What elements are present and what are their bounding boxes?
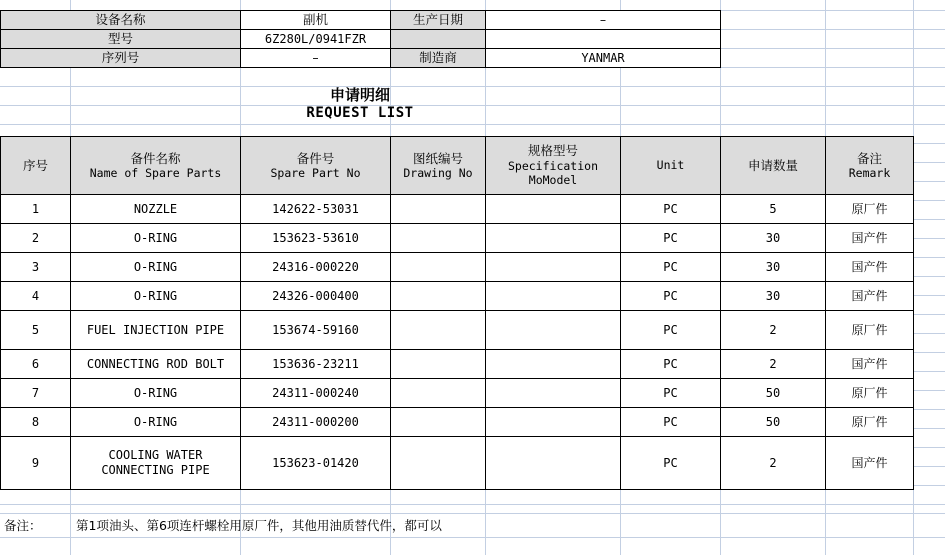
request-list-body [1,195,914,490]
cell-index[interactable]: 5 [1,311,71,350]
cell-index[interactable]: 4 [1,282,71,311]
cell-index[interactable]: 9 [1,437,71,490]
cell-specification[interactable] [486,224,621,253]
cell-specification[interactable] [486,437,621,490]
column-header-part-name [71,137,241,195]
cell-quantity[interactable]: 5 [721,195,826,224]
column-header-part-no [241,137,391,195]
column-header-specification-cn: 规格型号 [527,143,578,159]
cell-drawing-no[interactable] [391,253,486,282]
column-header-part-name-en: Name of Spare Parts [89,166,222,181]
info-value-serial-number[interactable]: – [241,49,391,68]
cell-unit[interactable]: PC [621,379,721,408]
cell-part-no[interactable]: 24311-000240 [241,379,391,408]
column-header-specification-en: Specification [507,158,598,173]
cell-unit[interactable]: PC [621,311,721,350]
cell-specification[interactable] [486,195,621,224]
info-value-equipment-name[interactable]: 副机 [241,11,391,30]
footer-note [0,513,913,537]
table-row [1,11,721,30]
cell-specification[interactable] [486,282,621,311]
column-header-index [1,137,71,195]
cell-specification[interactable] [486,253,621,282]
cell-part-no[interactable]: 24316-000220 [241,253,391,282]
cell-specification[interactable] [486,311,621,350]
cell-quantity[interactable]: 30 [721,253,826,282]
info-value-production-date[interactable]: – [486,11,721,30]
footer-note-text[interactable]: 第1项油头、第6项连杆螺栓用原厂件，其他用油质替代件，都可以 [76,518,442,533]
table-row [1,224,914,253]
column-header-unit-en: Unit [656,158,685,173]
cell-index[interactable]: 2 [1,224,71,253]
table-header-row [1,137,914,195]
info-value-blank[interactable] [486,30,721,49]
column-header-unit [621,137,721,195]
cell-part-no[interactable]: 153636-23211 [241,350,391,379]
cell-drawing-no[interactable] [391,408,486,437]
cell-quantity[interactable]: 2 [721,350,826,379]
cell-quantity[interactable]: 2 [721,437,826,490]
column-header-drawing-no-cn: 图纸编号 [412,150,463,166]
info-label-equipment-name: 设备名称 [1,11,241,30]
column-header-part-no-cn: 备件号 [296,150,335,166]
column-header-part-no-en: Spare Part No [270,166,361,181]
cell-unit[interactable]: PC [621,282,721,311]
cell-remark[interactable]: 国产件 [826,282,914,311]
cell-part-name[interactable]: O-RING [71,408,241,437]
cell-part-no[interactable]: 153674-59160 [241,311,391,350]
column-header-remark [826,137,914,195]
cell-index[interactable]: 1 [1,195,71,224]
cell-remark[interactable]: 原厂件 [826,379,914,408]
cell-remark[interactable]: 国产件 [826,253,914,282]
equipment-info-table [0,10,721,68]
info-label-blank [391,30,486,49]
cell-drawing-no[interactable] [391,379,486,408]
info-label-production-date: 生产日期 [391,11,486,30]
cell-quantity[interactable]: 30 [721,224,826,253]
cell-index[interactable]: 3 [1,253,71,282]
cell-unit[interactable]: PC [621,350,721,379]
column-header-quantity [721,137,826,195]
page-title [0,86,720,122]
cell-part-name[interactable]: FUEL INJECTION PIPE [71,311,241,350]
cell-drawing-no[interactable] [391,437,486,490]
cell-part-no[interactable]: 24326-000400 [241,282,391,311]
cell-unit[interactable]: PC [621,224,721,253]
gridline-horizontal-6 [0,124,945,125]
cell-quantity[interactable]: 30 [721,282,826,311]
cell-remark[interactable]: 国产件 [826,350,914,379]
cell-drawing-no[interactable] [391,195,486,224]
table-row [1,408,914,437]
cell-unit[interactable]: PC [621,253,721,282]
cell-unit[interactable]: PC [621,437,721,490]
cell-specification[interactable] [486,350,621,379]
cell-remark[interactable]: 原厂件 [826,408,914,437]
cell-part-name[interactable]: O-RING [71,379,241,408]
gridline-horizontal-26 [0,504,945,505]
cell-part-name[interactable]: COOLING WATER CONNECTING PIPE [71,437,241,490]
cell-drawing-no[interactable] [391,224,486,253]
cell-quantity[interactable]: 2 [721,311,826,350]
cell-specification[interactable] [486,379,621,408]
cell-remark[interactable]: 原厂件 [826,311,914,350]
column-header-remark-cn: 备注 [856,150,882,166]
info-label-serial-number: 序列号 [1,49,241,68]
cell-quantity[interactable]: 50 [721,379,826,408]
cell-index[interactable]: 8 [1,408,71,437]
cell-part-no[interactable]: 24311-000200 [241,408,391,437]
cell-specification[interactable] [486,408,621,437]
info-value-manufacturer[interactable]: YANMAR [486,49,721,68]
request-list-table [0,136,914,490]
footer-note-label: 备注： [4,518,42,533]
table-row [1,195,914,224]
table-row [1,437,914,490]
gridline-horizontal-28 [0,537,945,538]
table-row [1,379,914,408]
column-header-drawing-no-en: Drawing No [403,166,473,181]
cell-part-name[interactable]: O-RING [71,282,241,311]
column-header-drawing-no [391,137,486,195]
info-label-manufacturer: 制造商 [391,49,486,68]
table-row [1,253,914,282]
cell-part-no[interactable]: 153623-53610 [241,224,391,253]
cell-part-no[interactable]: 153623-01420 [241,437,391,490]
cell-remark[interactable]: 原厂件 [826,195,914,224]
cell-remark[interactable]: 国产件 [826,437,914,490]
table-row [1,311,914,350]
cell-drawing-no[interactable] [391,311,486,350]
column-header-quantity-cn: 申请数量 [747,157,798,173]
cell-part-name[interactable]: O-RING [71,253,241,282]
table-row [1,282,914,311]
info-label-model: 型号 [1,30,241,49]
cell-index[interactable]: 7 [1,379,71,408]
cell-index[interactable]: 6 [1,350,71,379]
cell-remark[interactable]: 国产件 [826,224,914,253]
column-header-part-name-cn: 备件名称 [130,150,181,166]
info-value-model[interactable]: 6Z280L/0941FZR [241,30,391,49]
column-header-remark-en: Remark [848,166,891,181]
cell-quantity[interactable]: 50 [721,408,826,437]
cell-part-name[interactable]: NOZZLE [71,195,241,224]
page-title-cn: 申请明细 [329,86,390,104]
column-header-index-cn: 序号 [22,157,48,173]
table-row [1,350,914,379]
column-header-specification-en2: MoModel [528,173,578,188]
cell-drawing-no[interactable] [391,282,486,311]
cell-unit[interactable]: PC [621,195,721,224]
cell-part-name[interactable]: O-RING [71,224,241,253]
cell-drawing-no[interactable] [391,350,486,379]
cell-part-name[interactable]: CONNECTING ROD BOLT [71,350,241,379]
column-header-specification [486,137,621,195]
table-row [1,49,721,68]
table-row [1,30,721,49]
cell-part-no[interactable]: 142622-53031 [241,195,391,224]
page-title-en: REQUEST LIST [306,104,414,121]
cell-unit[interactable]: PC [621,408,721,437]
